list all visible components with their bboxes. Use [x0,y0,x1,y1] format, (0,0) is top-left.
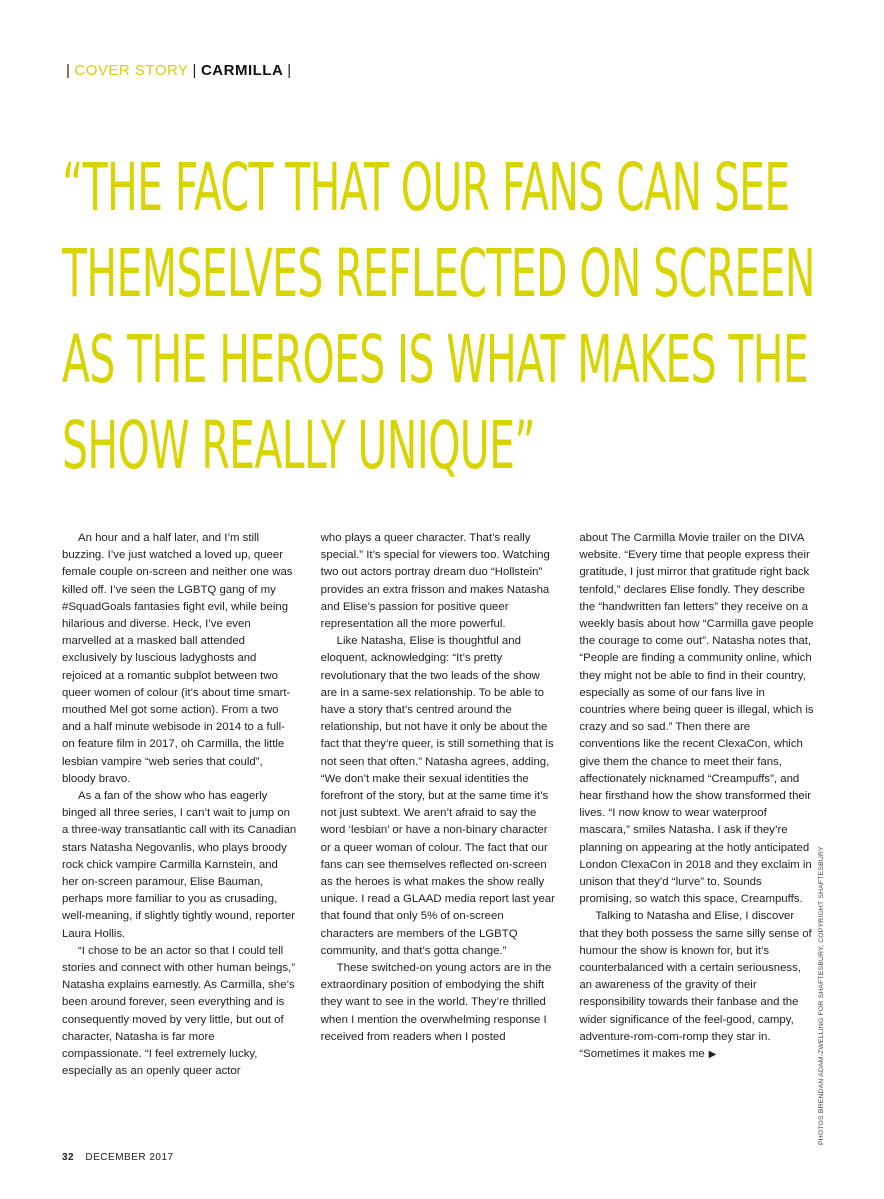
article-paragraph: Like Natasha, Elise is thoughtful and eloquent, acknowledging: “It’s pretty revolutionary that the two leads of the show are in a same-sex relationship. To be able to have a story that’s centred around the relationship, but not have it only be about the fact that they’re queer, is still something that is not seen that often.” Natasha agrees, adding, “We don’t make their sexual identities the forefront of the story, but at the same time it’s not just subtext. We aren’t afraid to say the word ‘lesbian’ or have a non-binary character or a queer woman of colour. The fact that our fans can see themselves reflected on-screen as the heroes is what makes the show really unique. I read a GLAAD media report last year that found that only 5% of on-screen characters are members of the LGBTQ community, and that’s gotta change.” [320,635,555,957]
article-paragraph-text: Talking to Natasha and Elise, I discover that they both possess the same silly sense of humour the show is known for, but it’s counterbalanced with a certain seriousness, an awareness of the gravity of their responsibility towards their fanbase and the wider significance of the feel-good, campy, adventure-rom-com-romp they star in. “Sometimes it makes me [579,910,812,1061]
article-paragraph: about The Carmilla Movie trailer on the DIVA website. “Every time that people express their gratitude, I just mirror that gratitude right back tenfold,” declares Elise fondly. They describe the “handwritten fan letters” they receive on a weekly basis about how “Carmilla gave people the courage to come out”. Natasha notes that, “People are finding a community online, which they might not be able to find in their country, especially as some of our fans live in countries where being queer is illegal, which is crazy and so sad.” Then there are conventions like the recent ClexaCon, which give them the chance to meet their fans, affectionately nicknamed “Creampuffs”, and hear firsthand how the show transformed their lives. “I now know to wear waterproof mascara,” smiles Natasha. I ask if they’re planning on appearing at the hotly anticipated London ClexaCon in 2018 and they exclaim in unison that they’d “lurve” to. Sounds promising, so watch this space, Creampuffs. [579,532,814,906]
article-paragraph: “I chose to be an actor so that I could tell stories and connect with other human beings,” Natasha explains earnestly. As Carmilla, she’s been around forever, seen everything and is consequently moved by very little, but out of character, Natasha is far more compassionate. “I feel extremely lucky, especially as an openly queer actor [62,944,296,1078]
article-paragraph: who plays a queer character. That’s really special.” It’s special for viewers too. Watching two out actors portray dream duo “Hollstein” provides an extra frisson and makes Natasha and Elise’s passion for positive queer representation all the more powerful. [320,532,550,631]
pull-quote-line: “THE FACT THAT OUR FANS CAN SEE [62,149,790,226]
article-body [62,530,814,1140]
header-divider: | [192,62,197,79]
pull-quote [62,145,822,489]
article-paragraph: An hour and a half later, and I’m still buzzing. I’ve just watched a loved up, queer female couple on-screen and neither one was killed off. I’ve seen the LGBTQ gang of my #SquadGoals fantasies fight evil, while being hilarious and diverse. Heck, I’ve even marvelled at a masked ball attended exclusively by luscious ladyghosts and rejoiced at a romantic subplot between two queer women of colour (it’s about time smart-mouthed Mel got some action). From a two and a half minute webisode in 2014 to a full-on feature film in 2017, oh Carmilla, the little lesbian vampire “web series that could”, bloody bravo. [62,532,293,785]
article-paragraph: These switched-on young actors are in the extraordinary position of embodying the shift they want to see in the world. They’re thrilled when I mention the overwhelming response I received from readers when I posted [320,962,552,1043]
header-topic: CARMILLA [200,62,284,79]
header-divider: | [287,62,292,79]
header-section: COVER STORY [74,62,189,79]
pull-quote-line: SHOW REALLY UNIQUE” [62,407,535,484]
issue-date: DECEMBER 2017 [85,1152,174,1163]
page-number: 32 [62,1152,75,1163]
page-footer [62,1152,174,1163]
continue-arrow-icon: ▶ [708,1049,717,1061]
article-column-2 [321,530,556,1140]
pull-quote-line: AS THE HEROES IS WHAT MAKES THE [62,321,809,398]
header-divider: | [66,62,71,79]
article-column-3 [579,530,814,1140]
pull-quote-line: THEMSELVES REFLECTED ON SCREEN [62,235,815,312]
photo-credit: PHOTOS BRENDAN ADAM-ZWELLING FOR SHAFTESBURY, COPYRIGHT SHAFTESBURY [818,846,825,1145]
article-paragraph: As a fan of the show who has eagerly binged all three series, I can’t wait to jump on a three-way transatlantic call with its Canadian stars Natasha Negovanlis, who plays broody rock chick vampire Carmilla Karnstein, and her on-screen paramour, Elise Bauman, perhaps more familiar to you as crusading, well-meaning, if slightly tightly wound, reporter Laura Hollis. [62,790,297,940]
article-paragraph [579,908,814,1063]
article-column-1 [62,530,297,1140]
running-header [62,62,296,79]
